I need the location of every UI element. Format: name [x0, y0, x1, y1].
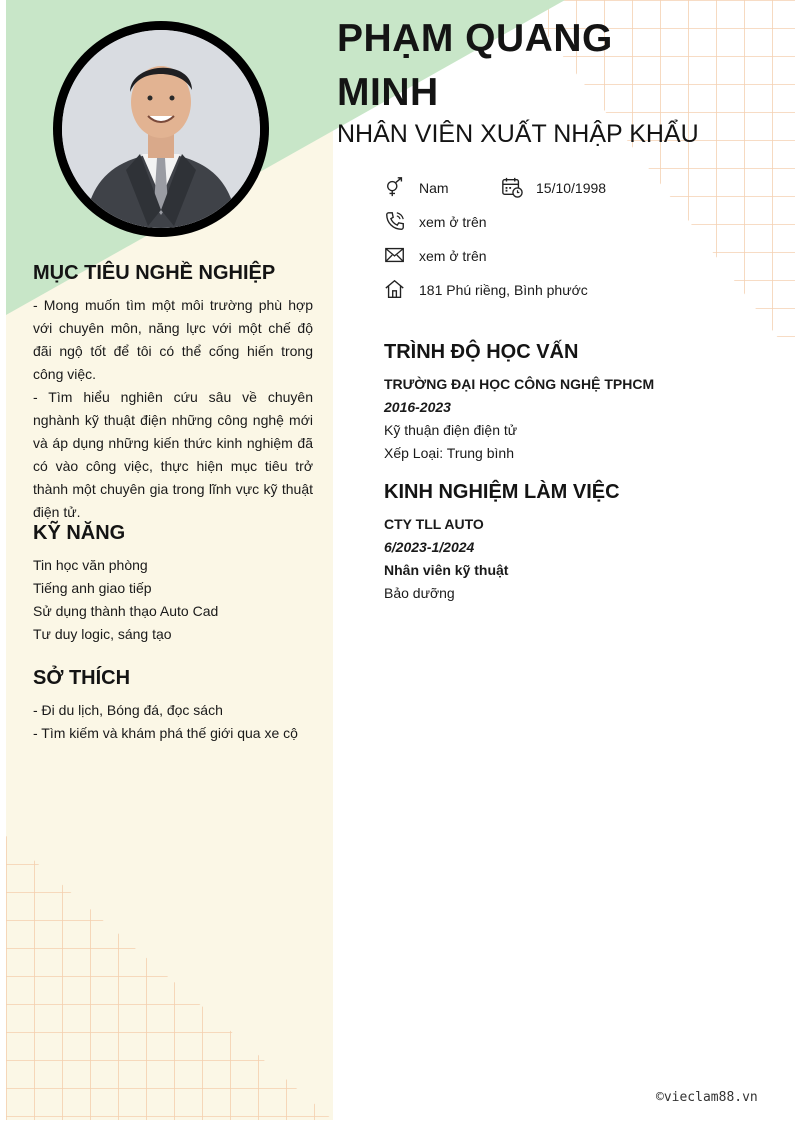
education-period: 2016-2023	[384, 399, 451, 415]
education-major: Kỹ thuận điện điện tử	[384, 422, 518, 438]
list-item: Tiếng anh giao tiếp	[33, 580, 152, 596]
address-value: 181 Phú riềng, Bình phước	[419, 282, 588, 298]
person-portrait-icon	[62, 30, 260, 228]
skills-list	[33, 554, 218, 646]
objective-text	[33, 294, 313, 524]
objective-paragraph-1: - Mong muốn tìm một môi trường phù hợp với chuyên môn, năng lực với một chế độ đãi ngộ tốt để tôi có thể cống hiến trong công việc.	[33, 297, 313, 382]
hobbies-heading: SỞ THÍCH	[33, 667, 131, 689]
phone-value: xem ở trên	[419, 214, 487, 230]
list-item: - Đi du lịch, Bóng đá, đọc sách	[33, 702, 223, 718]
experience-heading: KINH NGHIỆM LÀM VIỆC	[384, 481, 620, 503]
experience-description: Bảo dưỡng	[384, 585, 455, 601]
full-name	[337, 12, 757, 120]
job-title: NHÂN VIÊN XUẤT NHẬP KHẨU	[337, 120, 699, 148]
skills-heading: KỸ NĂNG	[33, 522, 126, 544]
objective-heading: MỤC TIÊU NGHỀ NGHIỆP	[33, 262, 276, 284]
gender-value: Nam	[419, 180, 449, 196]
company-name: CTY TLL AUTO	[384, 516, 484, 532]
education-block	[384, 373, 654, 465]
name-line-1: PHẠM QUANG	[337, 17, 613, 60]
watermark: ©vieclam88.vn	[656, 1090, 758, 1105]
experience-block	[384, 513, 508, 605]
name-line-2: MINH	[337, 71, 439, 114]
mail-icon	[384, 244, 406, 266]
education-rank: Xếp Loại: Trung bình	[384, 445, 514, 461]
list-item: - Tìm kiếm và khám phá thế giới qua xe cộ	[33, 725, 298, 741]
avatar	[53, 21, 269, 237]
calendar-icon	[501, 176, 523, 198]
list-item: Tư duy logic, sáng tạo	[33, 626, 172, 642]
gender-icon	[384, 176, 406, 198]
phone-icon	[384, 210, 406, 232]
objective-paragraph-2: - Tìm hiểu nghiên cứu sâu về chuyên nghành kỹ thuật điện những công nghệ mới và áp dụng những kiến thức kinh nghiệm đã có vào công việc, thực hiện mục tiêu trở thành một chuyên gia trong lĩnh vực kỹ thuật điện tử.	[33, 389, 313, 520]
experience-period: 6/2023-1/2024	[384, 539, 475, 555]
dob-value: 15/10/1998	[536, 180, 607, 196]
education-heading: TRÌNH ĐỘ HỌC VẤN	[384, 341, 579, 363]
home-icon	[384, 278, 406, 300]
list-item: Sử dụng thành thạo Auto Cad	[33, 603, 219, 619]
list-item: Tin học văn phòng	[33, 557, 148, 573]
email-value: xem ở trên	[419, 248, 487, 264]
experience-position: Nhân viên kỹ thuật	[384, 562, 509, 578]
school-name: TRƯỜNG ĐẠI HỌC CÔNG NGHỆ TPHCM	[384, 376, 655, 392]
hobbies-list	[33, 699, 298, 745]
